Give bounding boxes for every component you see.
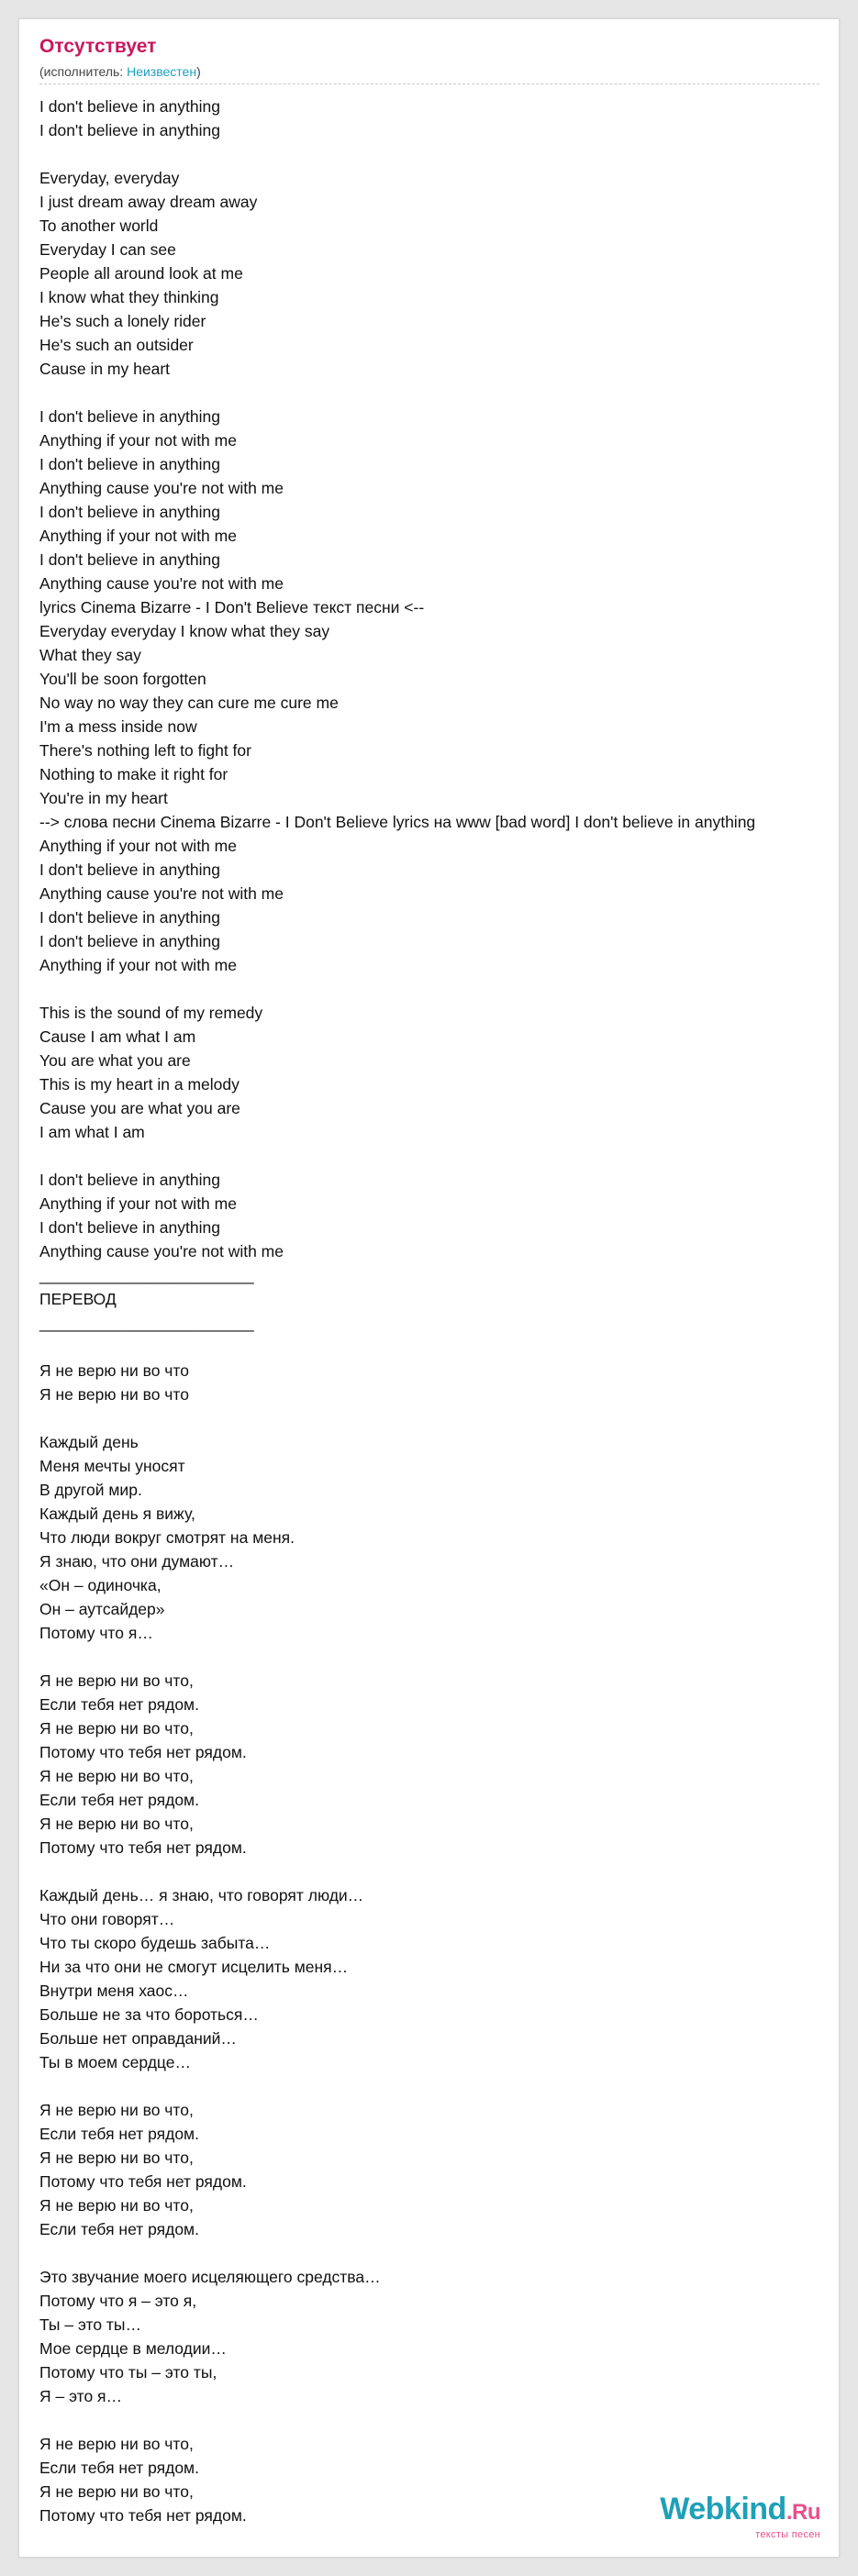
lyric-line: Anything if your not with me <box>39 956 237 974</box>
lyric-line: Я не верю ни во что, <box>39 2435 194 2453</box>
lyric-line: I don't believe in anything <box>39 1171 220 1189</box>
blank-line <box>39 1144 755 1168</box>
lyric-line: Внутри меня хаос… <box>39 1982 189 2000</box>
lyric-line: You're in my heart <box>39 789 168 807</box>
lyric-line: Что люди вокруг смотрят на меня. <box>39 1528 295 1547</box>
lyric-line: Я не верю ни во что, <box>39 1767 194 1785</box>
lyric-line: «Он – одиночка, <box>39 1576 162 1594</box>
lyric-line: Мое сердце в мелодии… <box>39 2339 227 2358</box>
lyric-line: Потому что тебя нет рядом. <box>39 1838 247 1857</box>
lyric-line: Потому что я… <box>39 1624 153 1642</box>
lyrics-page <box>18 18 840 2558</box>
lyric-line: Anything cause you're not with me <box>39 1242 284 1260</box>
lyric-line: Cause you are what you are <box>39 1099 240 1117</box>
blank-line <box>39 1406 755 1430</box>
lyric-line: This is the sound of my remedy <box>39 1004 263 1022</box>
lyric-line: He's such a lonely rider <box>39 312 206 330</box>
lyric-line: Каждый день я вижу, <box>39 1505 195 1523</box>
site-logo <box>660 2493 820 2528</box>
lyric-line: You'll be soon forgotten <box>39 670 206 688</box>
song-header <box>39 36 819 80</box>
lyric-line: Я знаю, что они думают… <box>39 1552 235 1571</box>
lyric-line: He's such an outsider <box>39 336 194 354</box>
lyric-line: Больше нет оправданий… <box>39 2029 237 2048</box>
lyric-line: Каждый день… я знаю, что говорят люди… <box>39 1886 364 1904</box>
lyric-line: Я не верю ни во что, <box>39 1815 194 1833</box>
blank-line <box>39 381 755 405</box>
lyric-line: Если тебя нет рядом. <box>39 1791 199 1809</box>
lyric-line: Потому что тебя нет рядом. <box>39 2506 247 2525</box>
lyric-line: I don't believe in anything <box>39 1218 220 1237</box>
lyric-line: I don't believe in anything <box>39 121 220 139</box>
lyric-line: I don't believe in anything <box>39 908 220 927</box>
lyric-line: В другой мир. <box>39 1481 142 1499</box>
lyric-line: I know what they thinking <box>39 288 219 306</box>
lyric-line: Я не верю ни во что, <box>39 2482 194 2501</box>
lyric-line: This is my heart in a melody <box>39 1075 240 1094</box>
lyric-line: I don't believe in anything <box>39 97 220 116</box>
lyric-line: ________________________ <box>39 1314 254 1332</box>
lyric-line: I don't believe in anything <box>39 503 220 521</box>
lyric-line: I don't believe in anything <box>39 932 220 950</box>
blank-line <box>39 977 755 1001</box>
site-watermark <box>660 2493 820 2540</box>
blank-line <box>39 1645 755 1669</box>
lyric-line: --> слова песни Cinema Bizarre - I Don't Believe lyrics на www [bad word] I don't believe in anything <box>39 813 756 831</box>
site-tagline: тексты песен <box>755 2529 820 2540</box>
lyric-line: Я не верю ни во что, <box>39 1671 194 1690</box>
lyric-line: There's nothing left to fight for <box>39 741 251 760</box>
lyric-line: Я не верю ни во что <box>39 1385 189 1404</box>
blank-line <box>39 2074 755 2098</box>
lyric-line: Потому что тебя нет рядом. <box>39 1743 247 1761</box>
blank-line <box>39 142 755 166</box>
site-logo-tld: .Ru <box>786 2500 820 2525</box>
lyric-line: Что ты скоро будешь забыта… <box>39 1934 271 1952</box>
blank-line <box>39 2408 755 2432</box>
lyric-line: ПЕРЕВОД <box>39 1290 117 1308</box>
lyric-line: Anything cause you're not with me <box>39 574 284 593</box>
lyric-line: I don't believe in anything <box>39 455 220 473</box>
artist-link[interactable]: Неизвестен <box>127 64 197 79</box>
blank-line <box>39 1335 755 1359</box>
lyric-line: I don't believe in anything <box>39 407 220 426</box>
lyric-line: You are what you are <box>39 1051 191 1070</box>
lyric-line: Я – это я… <box>39 2387 123 2405</box>
lyric-line: Я не верю ни во что, <box>39 2101 194 2119</box>
lyric-line: Я не верю ни во что, <box>39 2149 194 2167</box>
blank-line <box>39 1860 755 1883</box>
lyric-line: Это звучание моего исцеляющего средства… <box>39 2268 381 2286</box>
lyric-line: lyrics Cinema Bizarre - I Don't Believe текст песни <-- <box>39 598 425 616</box>
lyric-line: People all around look at me <box>39 264 243 283</box>
lyric-line: Anything if your not with me <box>39 527 237 545</box>
lyric-line: I'm a mess inside now <box>39 717 197 736</box>
lyric-line: Если тебя нет рядом. <box>39 2459 199 2477</box>
lyric-line: Anything if your not with me <box>39 1194 237 1213</box>
lyric-line: Ни за что они не смогут исцелить меня… <box>39 1958 349 1976</box>
lyric-line: Если тебя нет рядом. <box>39 2220 199 2238</box>
lyric-line: No way no way they can cure me cure me <box>39 694 339 712</box>
lyric-line: Cause I am what I am <box>39 1027 196 1046</box>
lyric-line: Anything if your not with me <box>39 431 237 450</box>
lyric-line: Ты – это ты… <box>39 2315 142 2334</box>
lyric-line: I just dream away dream away <box>39 193 258 211</box>
artist-suffix: ) <box>196 64 201 79</box>
lyric-line: Cause in my heart <box>39 360 171 378</box>
lyric-line: Если тебя нет рядом. <box>39 2125 199 2143</box>
lyric-line: I don't believe in anything <box>39 861 220 879</box>
lyric-line: Ты в моем сердце… <box>39 2053 191 2071</box>
lyric-line: Everyday, everyday <box>39 169 180 187</box>
lyric-line: Anything cause you're not with me <box>39 884 284 903</box>
blank-line <box>39 2241 755 2265</box>
lyric-line: Потому что тебя нет рядом. <box>39 2172 247 2191</box>
lyric-line: Everyday everyday I know what they say <box>39 622 330 640</box>
lyric-line: ________________________ <box>39 1266 254 1284</box>
lyric-line: I don't believe in anything <box>39 550 220 569</box>
lyric-line: Что они говорят… <box>39 1910 175 1928</box>
lyric-line: Nothing to make it right for <box>39 765 228 783</box>
lyric-line: Он – аутсайдер» <box>39 1600 165 1618</box>
lyric-line: Anything cause you're not with me <box>39 479 284 497</box>
lyric-line: I am what I am <box>39 1123 145 1141</box>
lyric-line: Потому что я – это я, <box>39 2292 197 2310</box>
lyric-line: To another world <box>39 217 159 235</box>
lyric-line: Anything if your not with me <box>39 837 237 855</box>
song-title: Отсутствует <box>39 36 157 57</box>
lyric-line: Больше не за что бороться… <box>39 2005 259 2024</box>
header-divider <box>39 83 819 84</box>
lyric-line: Потому что ты – это ты, <box>39 2363 217 2382</box>
lyric-line: Я не верю ни во что <box>39 1361 189 1380</box>
lyrics-text <box>39 94 755 2527</box>
site-logo-brand: Webkind <box>660 2492 786 2526</box>
artist-line <box>39 63 819 80</box>
lyric-line: Меня мечты уносят <box>39 1457 185 1475</box>
artist-prefix: (исполнитель: <box>39 64 128 79</box>
lyric-line: Каждый день <box>39 1433 139 1451</box>
lyric-line: What they say <box>39 646 141 664</box>
lyric-line: Я не верю ни во что, <box>39 1719 194 1738</box>
lyric-line: Everyday I can see <box>39 240 176 259</box>
lyric-line: Если тебя нет рядом. <box>39 1695 199 1714</box>
lyric-line: Я не верю ни во что, <box>39 2196 194 2215</box>
